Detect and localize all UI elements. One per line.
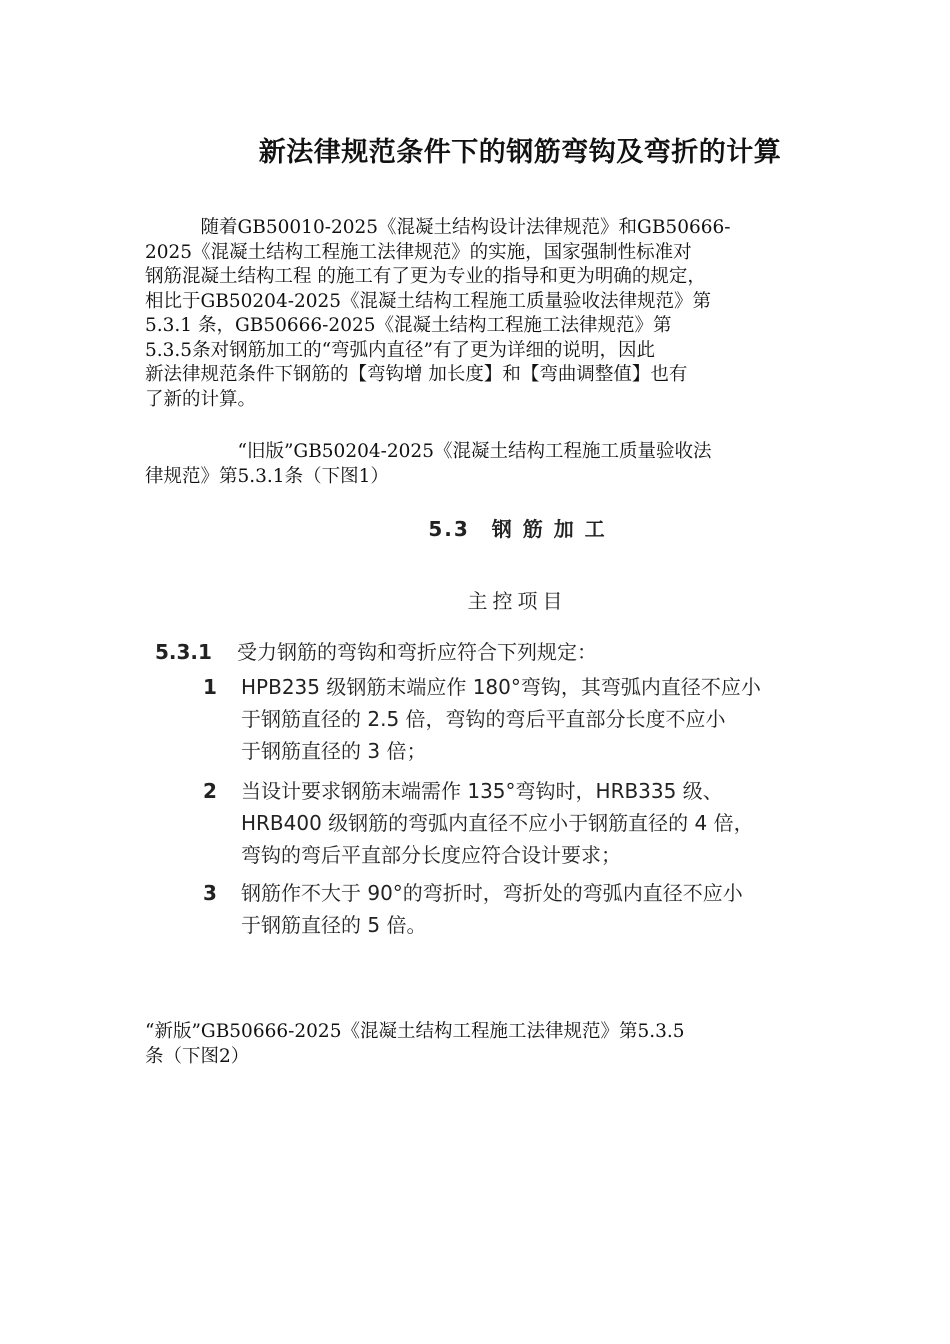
text-line: 随着GB50010-2025《混凝土结构设计法律规范》和GB50666- <box>145 217 731 238</box>
clause-number: 5.3.1 <box>155 640 212 664</box>
figure-subheading: 主控项目 <box>467 589 568 613</box>
text-line: 2025《混凝土结构工程施工法律规范》的实施，国家强制性标准对 <box>145 241 692 263</box>
clause-heading <box>155 636 597 665</box>
document-title: 新法律规范条件下的钢筋弯钩及弯折的计算 <box>258 137 782 168</box>
text-line: 5.3.5条对钢筋加工的“弯弧内直径”有了更为详细的说明，因此 <box>145 339 655 361</box>
text-line: 5.3.1 条，GB50666-2025《混凝土结构工程施工法律规范》第 <box>145 315 672 336</box>
text-line: 条（下图2） <box>145 1045 250 1067</box>
section-number: 5.3 <box>428 517 470 541</box>
item-line: 钢筋作不大于 90°的弯折时，弯折处的弯弧内直径不应小 <box>241 881 743 905</box>
old-version-paragraph <box>145 440 810 489</box>
item-line: 于钢筋直径的 2.5 倍，弯钩的弯后平直部分长度不应小 <box>241 707 726 731</box>
item-line: HRB400 级钢筋的弯弧内直径不应小于钢筋直径的 4 倍， <box>241 811 754 835</box>
text-line: “旧版”GB50204-2025《混凝土结构工程施工质量验收法 <box>145 441 712 462</box>
section-title: 钢 筋 加 工 <box>491 517 607 541</box>
new-version-paragraph <box>145 1020 810 1069</box>
text-line: 新法律规范条件下钢筋的【弯钩增 加长度】和【弯曲调整值】也有 <box>145 364 688 385</box>
text-line: 了新的计算。 <box>145 388 257 410</box>
text-line: 钢筋混凝土结构工程 的施工有了更为专业的指导和更为明确的规定， <box>145 266 706 287</box>
item-line: 于钢筋直径的 5 倍。 <box>241 913 427 937</box>
text-line: “新版”GB50666-2025《混凝土结构工程施工法律规范》第5.3.5 <box>145 1021 685 1042</box>
item-line: 于钢筋直径的 3 倍； <box>241 739 427 763</box>
figure-1-excerpt <box>145 505 845 955</box>
intro-paragraph <box>145 216 810 412</box>
item-line: 弯钩的弯后平直部分长度应符合设计要求； <box>241 843 621 867</box>
text-line: 律规范》第5.3.1条（下图1） <box>145 465 389 487</box>
item-number: 3 <box>203 881 217 905</box>
item-number: 2 <box>203 779 217 803</box>
figure-section-heading <box>145 513 845 542</box>
item-number: 1 <box>203 675 217 699</box>
item-line: HPB235 级钢筋末端应作 180°弯钩，其弯弧内直径不应小 <box>241 675 761 699</box>
item-line: 当设计要求钢筋末端需作 135°弯钩时，HRB335 级、 <box>241 779 723 803</box>
text-line: 相比于GB50204-2025《混凝土结构工程施工质量验收法律规范》第 <box>145 290 712 312</box>
clause-text: 受力钢筋的弯钩和弯折应符合下列规定： <box>237 640 597 664</box>
